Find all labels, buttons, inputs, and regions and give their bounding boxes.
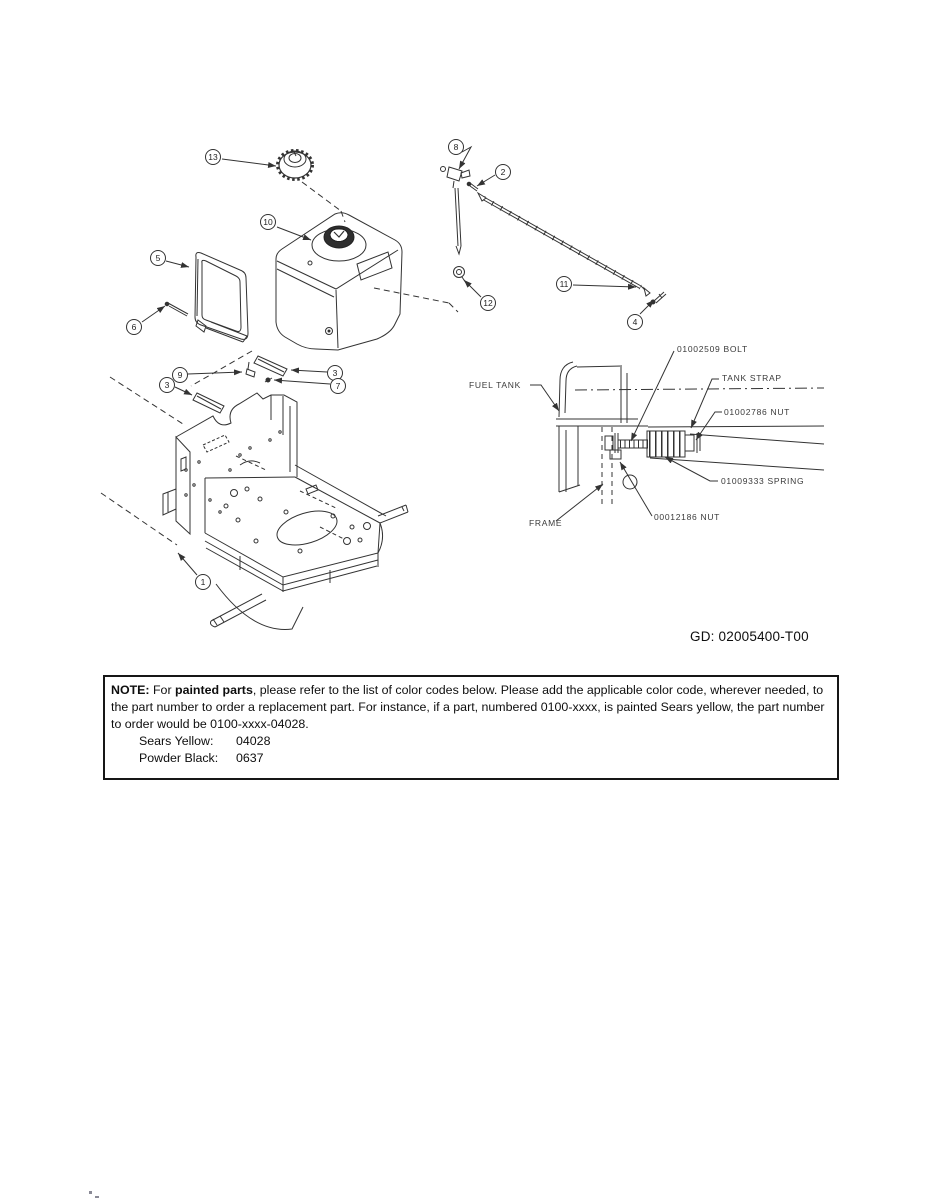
svg-text:1: 1	[200, 577, 206, 587]
scan-speck	[89, 1191, 92, 1194]
svg-text:8: 8	[453, 142, 459, 152]
callout-5	[151, 251, 166, 266]
color-name: Powder Black:	[139, 750, 219, 765]
callout-6	[127, 320, 142, 335]
scan-speck	[95, 1196, 99, 1198]
callout-9	[173, 368, 188, 383]
svg-text:2: 2	[500, 167, 506, 177]
inset-label-frame: FRAME	[529, 518, 563, 528]
svg-text:11: 11	[559, 279, 569, 289]
inset-label-tank-strap: TANK STRAP	[722, 373, 782, 383]
detail-inset	[469, 344, 824, 528]
color-code-row	[139, 750, 829, 767]
svg-text:12: 12	[483, 298, 493, 308]
svg-text:9: 9	[177, 370, 183, 380]
callout-3-right	[328, 366, 343, 381]
note-bold-phrase: painted parts	[175, 683, 253, 697]
note-paragraph: NOTE: For painted parts, please refer to the list of color codes below. Please add the applicable color code, wherever needed, to the part number to order a replacement part. For instance, if a part, numbered 0100-xxxx, is painted Sears yellow, the part number to order would be 0100-xxxx-04028.	[111, 683, 825, 731]
alignment-dashes	[101, 182, 458, 545]
callout-13	[206, 150, 221, 165]
callout-10	[261, 215, 276, 230]
fuel-cap	[278, 151, 313, 180]
color-code-row	[139, 733, 829, 750]
note-label: NOTE:	[111, 683, 150, 697]
tank-strap-part	[195, 253, 248, 343]
svg-text:4: 4	[632, 317, 638, 327]
frame-part	[163, 393, 408, 629]
callout-11	[557, 277, 572, 292]
fuel-tank	[276, 213, 402, 350]
inset-label-fuel-tank: FUEL TANK	[469, 380, 521, 390]
drawing-code: GD: 02005400-T00	[690, 629, 809, 644]
color-code: 04028	[236, 733, 271, 748]
callout-8	[449, 140, 464, 155]
svg-text:3: 3	[164, 380, 170, 390]
callout-2	[496, 165, 511, 180]
fuel-line-assembly	[441, 167, 667, 305]
inset-label-bolt: 01002509 BOLT	[677, 344, 748, 354]
mounting-pads	[193, 356, 287, 413]
svg-text:5: 5	[155, 253, 161, 263]
svg-text:13: 13	[208, 152, 218, 162]
callout-7	[331, 379, 346, 394]
svg-text:10: 10	[263, 217, 273, 227]
inset-label-nut-01002786: 01002786 NUT	[724, 407, 791, 417]
inset-label-spring: 01009333 SPRING	[721, 476, 805, 486]
callouts	[127, 140, 643, 590]
svg-text:6: 6	[131, 322, 137, 332]
strap-rod	[165, 302, 188, 316]
callout-12	[481, 296, 496, 311]
callout-1	[196, 575, 211, 590]
svg-text:7: 7	[335, 381, 341, 391]
inset-label-nut-00012186: 00012186 NUT	[654, 512, 721, 522]
callout-3-left	[160, 378, 175, 393]
color-name: Sears Yellow:	[139, 733, 214, 748]
svg-text:3: 3	[332, 368, 338, 378]
callout-4	[628, 315, 643, 330]
color-code: 0637	[236, 750, 264, 765]
painted-parts-note	[103, 675, 839, 780]
